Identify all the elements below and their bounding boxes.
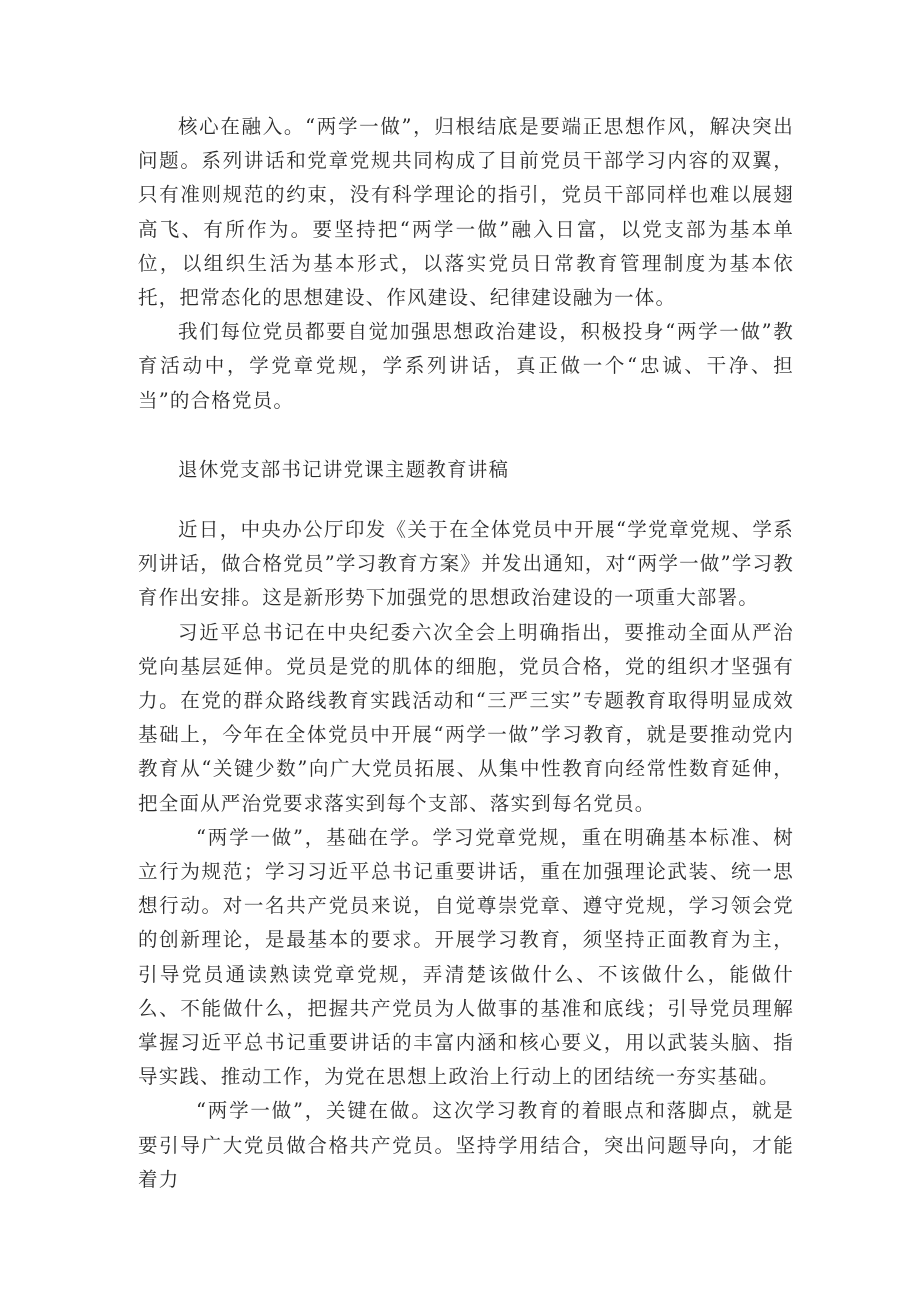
paragraph-strict-governance: 习近平总书记在中央纪委六次全会上明确指出，要推动全面从严治党向基层延伸。党员是党的肌体的细胞，党员合格，党的组织才坚强有力。在党的群众路线教育实践活动和“三严三实”专题教育取得明显成效基础上，今年在全体党员中开展“两学一做”学习教育，就是要推动党内教育从“关键少数”向广大党员拓展、从集中性教育向经常性数育延伸，把全面从严治党要求落实到每个支部、落实到每名党员。	[138, 620, 794, 815]
paragraph-party-members: 我们每位党员都要自觉加强思想政治建设，积极投身“两学一做”教育活动中，学党章党规，学系列讲话，真正做一个“忠诚、干净、担当”的合格党员。	[138, 320, 794, 412]
paragraph-foundation-study: “两学一做”，基础在学。学习党章党规，重在明确基本标准、树立行为规范；学习习近平总书记重要讲话，重在加强理论武装、统一思想行动。对一名共产党员来说，自觉尊崇党章、遵守党规，学习领会党的创新理论，是最基本的要求。开展学习教育，须坚持正面教育为主，引导党员通读熟读党章党规，弄清楚该做什么、不该做什么，能做什么、不能做什么，把握共产党员为人做事的基准和底线；引导党员理解掌握习近平总书记重要讲话的丰富内涵和核心要义，用以武装头脑、指导实践、推动工作，为党在思想上政治上行动上的团结统一夯实基础。	[138, 825, 794, 1089]
section-heading-block	[138, 453, 794, 487]
paragraph-integration: 核心在融入。“两学一做”，归根结底是要端正思想作风，解决突出问题。系列讲话和党章党规共同构成了目前党员干部学习内容的双翼，只有准则规范的约束，没有科学理论的指引，党员干部同样也难以展翅高飞、有所作为。要坚持把“两学一做”融入日富，以党支部为基本单位，以组织生活为基本形式，以落实党员日常教育管理制度为基本依托，把常态化的思想建设、作风建设、纪律建设融为一体。	[138, 115, 794, 310]
section-title: 退休党支部书记讲党课主题教育讲稿	[178, 458, 510, 481]
paragraph-key-action: “两学一做”，关键在做。这次学习教育的着眼点和落脚点，就是要引导广大党员做合格共产党员。坚持学用结合，突出问题导向，才能着力	[138, 1099, 794, 1191]
body-text-top	[138, 110, 794, 418]
body-text-bottom	[138, 513, 794, 1197]
paragraph-notice: 近日，中央办公厅印发《关于在全体党员中开展“学党章党规、学系列讲话，做合格党员”学习教育方案》并发出通知，对“两学一做”学习教育作出安排。这是新形势下加强党的思想政治建设的一项重大部署。	[138, 518, 794, 610]
